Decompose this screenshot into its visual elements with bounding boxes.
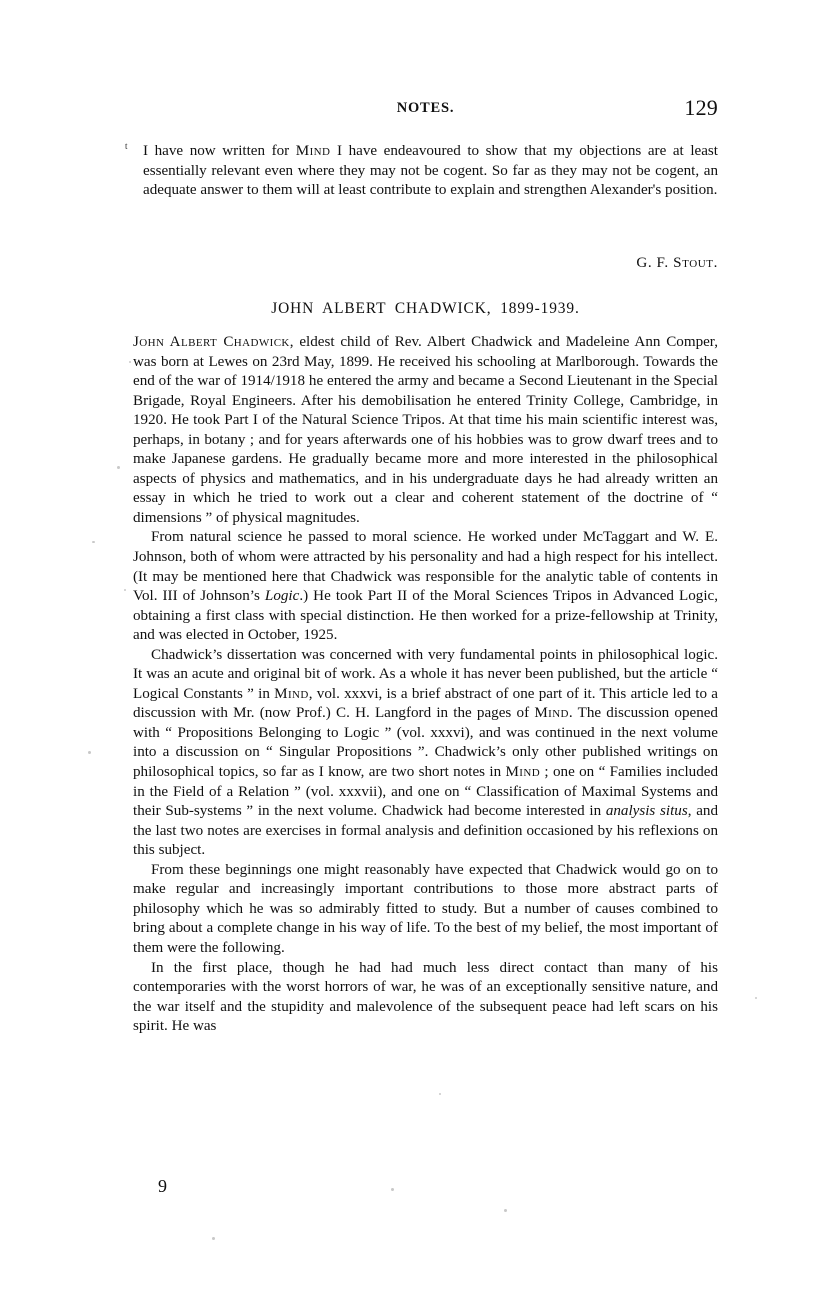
journal-name-mind: Mind xyxy=(505,764,541,781)
paragraph-1-text: , eldest child of Rev. Albert Chadwick and Madeleine Ann Comper, was born at Lewes on 23rd May, 1899. He received his schooling at Marlborough. Towards the end of the war of 1914/1918 he entered the army and became a Second Lieutenant in the Special Brigade, Royal Engineers. After his demobilisation he entered Trinity College, Cambridge, in 1920. He took Part I of the Natural Science Tripos. At that time his main scientific interest was, perhaps, in botany ; and for years afterwards one of his hobbies was to grow dwarf trees and to make Japanese gardens. He gradually became more and more interested in the philosophical aspects of physics and mathematics, and in his undergraduate days he had already written an essay in which he tried to work out a clear and coherent statement of the doctrine of “ dimensions ” of physical magnitudes. xyxy=(133,334,719,526)
scan-speckle xyxy=(88,751,91,754)
subject-name-smallcaps: John Albert Chadwick xyxy=(133,334,290,350)
sheet-signature-mark: 9 xyxy=(158,1176,167,1196)
scan-speckle xyxy=(124,589,126,591)
paragraph-5: In the first place, though he had had much less direct contact than many of his contemporaries with the worst horrors of war, he was of an exceptionally sensitive nature, and the war itself and the stupidity and malevolence of the subsequent peace had left scars on his spirit. He was xyxy=(133,959,718,1035)
paragraph-3-segment-3: . The discussion opened with “ Propositions Belonging to Logic ” (vol. xxxvi), and was continued in the next volume into a discussion on “ Singular Propositions ”. Chadwick’s only other published writings on philosophical topics, so far as I know, are two short notes in xyxy=(133,705,718,781)
footnote-marker: t xyxy=(125,141,128,151)
scan-speckle xyxy=(129,361,131,363)
book-title-logic: Logic xyxy=(264,588,300,605)
author-signature-stout: G. F. Stout. xyxy=(636,255,718,271)
running-head xyxy=(133,95,718,122)
scan-speckle xyxy=(504,1209,507,1212)
paragraph-2 xyxy=(133,528,718,645)
paragraph-2-segment-2: .) He took Part II of the Moral Sciences Tripos in Advanced Logic, obtaining a first class with special distinction. He then worked for a prize-fellowship at Trinity, and was elected in October, 1925. xyxy=(133,588,719,644)
paragraph-4: From these beginnings one might reasonably have expected that Chadwick would go on to make regular and increasingly important contributions to those more abstract parts of philosophy which he was so admirably fitted to study. But a number of causes combined to bring about a complete change in his way of life. To the best of my belief, the most important of them were the following. xyxy=(133,861,718,956)
quote-text-after: I have endeavoured to show that my objections are at least essentially relevant even where they may not be cogent. So far as they may not be cogent, an adequate answer to them will at least contribute to explain and strengthen Alexander's position. xyxy=(143,143,718,199)
quote-text-before: I have now written for xyxy=(143,143,296,159)
article-body xyxy=(133,333,718,1037)
paragraph-3-segment-2: , vol. xxxvi, is a brief abstract of one part of it. This article led to a discussion with Mr. (now Prof.) C. H. Langford in the pages of xyxy=(133,685,718,722)
paragraph-3-segment-1: Chadwick’s dissertation was concerned with very fundamental points in philosophical logic. It was an acute and original bit of work. As a whole it has never been published, but the article “ Logical Constants ” in xyxy=(133,646,718,702)
paragraph-3-segment-5: , and the last two notes are exercises in formal analysis and definition occasioned by his reflexions on this subject. xyxy=(133,803,718,859)
scan-speckle xyxy=(755,997,757,999)
paragraph-1 xyxy=(133,333,718,528)
scan-speckle xyxy=(212,1237,215,1240)
term-analysis-situs: analysis situs xyxy=(605,803,688,820)
scan-speckle xyxy=(117,466,120,469)
paragraph-3-segment-4: ; one on “ Families included in the Field of a Relation ” (vol. xxxvii), and one on “ Classification of Maximal Systems and their Sub-systems ” in the next volume. Chadwick had become interested in xyxy=(133,764,718,820)
scan-speckle xyxy=(439,1093,441,1095)
continued-quotation-block xyxy=(125,141,718,201)
running-head-title: NOTES. xyxy=(396,100,455,116)
paragraph-2-segment-1: From natural science he passed to moral science. He worked under McTaggart and W. E. Johnson, both of whom were attracted by his personality and had a high respect for his intellect. (It may be mentioned here that Chadwick was responsible for the analytic table of contents in Vol. III of Johnson’s xyxy=(133,529,718,605)
scan-speckle xyxy=(391,1188,394,1191)
scan-speckle xyxy=(92,541,95,543)
journal-name-mind: Mind xyxy=(534,705,569,722)
journal-name-mind: Mind xyxy=(274,685,309,702)
page-number: 129 xyxy=(684,95,718,120)
journal-name-mind: Mind xyxy=(295,143,331,159)
paragraph-3 xyxy=(133,646,718,861)
article-title: JOHN ALBERT CHADWICK, 1899-1939. xyxy=(271,300,580,317)
